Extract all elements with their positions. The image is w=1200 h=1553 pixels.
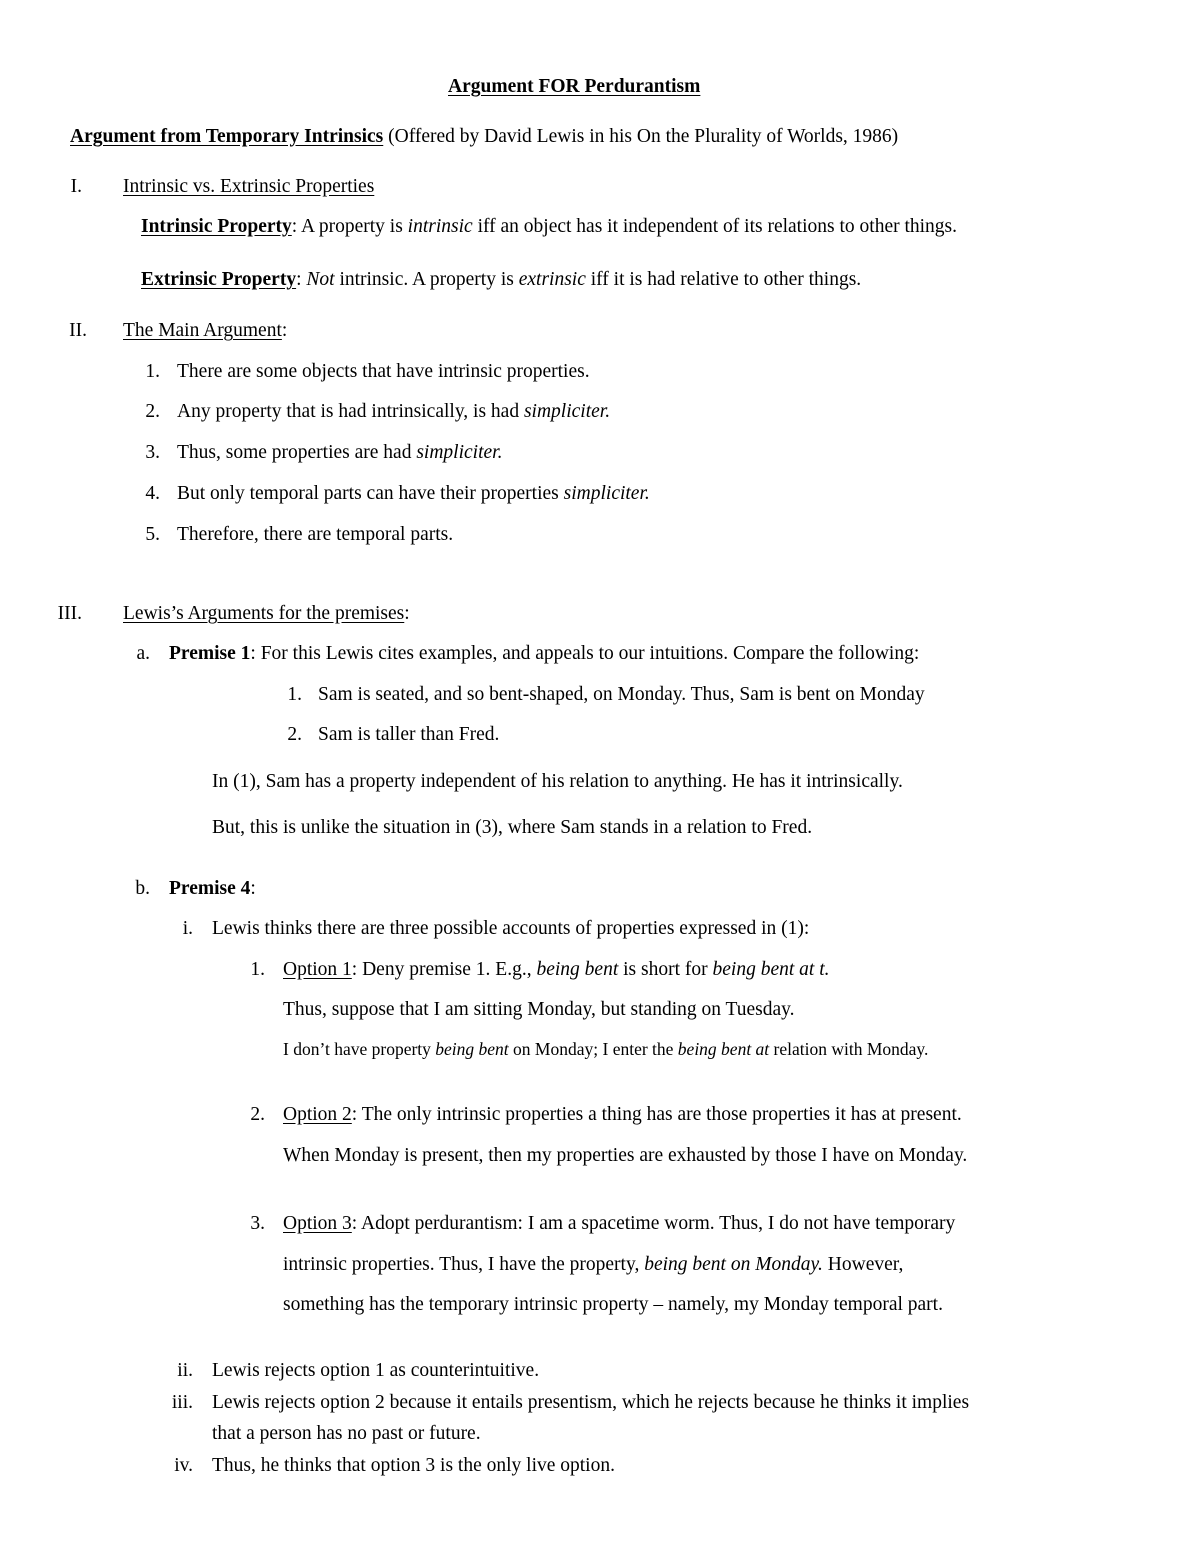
option3-label: Option 3 (283, 1213, 352, 1234)
premise4-letter: b. (135, 878, 150, 899)
subtitle-label: Argument from Temporary Intrinsics (70, 126, 384, 147)
arg-item-emphasis: simpliciter. (563, 483, 650, 504)
option3-l2-emphasis: being bent on Monday. (644, 1254, 823, 1275)
example-number: 2. (287, 724, 302, 745)
arg-item-text: But only temporal parts can have their properties (177, 483, 564, 504)
arg-item-number: 1. (145, 361, 160, 382)
roman-iv-number: iv. (174, 1455, 193, 1476)
premise1-paragraph-1: In (1), Sam has a property independent of his relation to anything. He has it intrinsically. (212, 771, 903, 792)
arg-item-text: There are some objects that have intrinsic properties. (177, 361, 590, 382)
section1-heading: Intrinsic vs. Extrinsic Properties (123, 176, 375, 197)
roman-iv-text: Thus, he thinks that option 3 is the only live option. (212, 1455, 615, 1476)
arg-item-emphasis: simpliciter. (523, 401, 611, 422)
intrinsic-text-2: iff an object has it independent of its relations to other things. (472, 216, 958, 237)
premise4-colon: : (250, 878, 256, 899)
extrinsic-definition (141, 270, 861, 290)
option1-l3-emphasis-2: being bent at (677, 1039, 770, 1059)
arg-item-number: 3. (145, 442, 160, 463)
page-title: Argument FOR Perdurantism (448, 76, 701, 97)
arg-item (177, 443, 502, 463)
option2-line1 (283, 1105, 962, 1125)
premise1-text: : For this Lewis cites examples, and appeals to our intuitions. Compare the following: (250, 643, 920, 664)
option1-label: Option 1 (283, 959, 352, 980)
roman-iii-text: Lewis rejects option 2 because it entails presentism, which he rejects because he thinks it implies (212, 1392, 970, 1413)
intrinsic-emphasis: intrinsic (407, 216, 473, 237)
section3-colon: : (404, 603, 410, 624)
intrinsic-label: Intrinsic Property (141, 216, 292, 237)
premise1-label: Premise 1 (169, 643, 251, 664)
option2-number: 2. (250, 1104, 265, 1125)
roman-ii-text: Lewis rejects option 1 as counterintuitive. (212, 1360, 540, 1381)
roman-iii-number: iii. (171, 1392, 193, 1413)
arg-item-number: 4. (145, 483, 160, 504)
section2-heading-text: The Main Argument (123, 320, 282, 341)
extrinsic-emphasis-1: Not (306, 269, 335, 290)
option1-l3-text: I don’t have property (283, 1039, 436, 1059)
arg-item-number: 2. (145, 401, 160, 422)
option1-line3 (283, 1041, 928, 1059)
arg-item (177, 402, 610, 422)
intrinsic-text: : A property is (291, 216, 408, 237)
arg-item-emphasis: simpliciter. (416, 442, 503, 463)
subtitle-note: (Offered by David Lewis in his On the Plurality of Worlds, 1986) (383, 126, 899, 147)
option1-l3-text-3: relation with Monday. (769, 1039, 929, 1059)
extrinsic-label: Extrinsic Property (141, 269, 297, 290)
option1-line2: Thus, suppose that I am sitting Monday, but standing on Tuesday. (283, 999, 795, 1020)
extrinsic-emphasis-2: extrinsic (518, 269, 586, 290)
arg-item-text: Therefore, there are temporal parts. (177, 524, 454, 545)
section3-heading-text: Lewis’s Arguments for the premises (123, 603, 405, 624)
option2-label: Option 2 (283, 1104, 352, 1125)
option3-number: 3. (250, 1213, 265, 1234)
extrinsic-text-3: iff it is had relative to other things. (585, 269, 862, 290)
arg-item (177, 362, 590, 382)
option1-text-2: is short for (618, 959, 713, 980)
arg-item-number: 5. (145, 524, 160, 545)
section2-heading (123, 321, 287, 341)
option3-l2-text: intrinsic properties. Thus, I have the property, (283, 1254, 645, 1275)
option3-line1 (283, 1214, 955, 1234)
option3-text: : Adopt perdurantism: I am a spacetime worm. Thus, I do not have temporary (351, 1213, 956, 1234)
intrinsic-definition (141, 217, 957, 237)
option2-line2: When Monday is present, then my properties are exhausted by those I have on Monday. (283, 1145, 968, 1166)
roman-i-text: Lewis thinks there are three possible accounts of properties expressed in (1): (212, 918, 810, 939)
option1-line1 (283, 960, 829, 980)
example-text: Sam is taller than Fred. (318, 724, 500, 745)
option1-emphasis-2: being bent at t. (712, 959, 830, 980)
arg-item-text: Any property that is had intrinsically, is had (177, 401, 524, 422)
arg-item (177, 525, 453, 545)
arg-item (177, 484, 650, 504)
option3-l2-text-2: However, (822, 1254, 904, 1275)
section3-heading (123, 604, 410, 624)
section2-numeral: II. (69, 320, 87, 341)
roman-ii-number: ii. (177, 1360, 193, 1381)
premise4-heading (169, 879, 256, 899)
option1-emphasis-1: being bent (536, 959, 619, 980)
option3-line3: something has the temporary intrinsic property – namely, my Monday temporal part. (283, 1294, 943, 1315)
roman-iii-text-2: that a person has no past or future. (212, 1423, 481, 1444)
arg-item-text: Thus, some properties are had (177, 442, 417, 463)
section2-colon: : (281, 320, 288, 341)
premise1-paragraph-2: But, this is unlike the situation in (3), where Sam stands in a relation to Fred. (212, 817, 813, 838)
option1-l3-text-2: on Monday; I enter the (508, 1039, 678, 1059)
roman-i-number: i. (182, 918, 193, 939)
section3-numeral: III. (57, 603, 82, 624)
premise4-label: Premise 4 (169, 878, 251, 899)
premise1-letter: a. (136, 643, 150, 664)
extrinsic-text: : (296, 269, 307, 290)
premise1-heading (169, 644, 919, 664)
section1-numeral: I. (70, 176, 82, 197)
example-number: 1. (287, 684, 302, 705)
extrinsic-text-2: intrinsic. A property is (334, 269, 519, 290)
option1-l3-emphasis-1: being bent (435, 1039, 509, 1059)
option3-line2 (283, 1255, 903, 1275)
option1-number: 1. (250, 959, 265, 980)
option2-text: : The only intrinsic properties a thing has are those properties it has at present. (351, 1104, 962, 1125)
example-text: Sam is seated, and so bent-shaped, on Monday. Thus, Sam is bent on Monday (318, 684, 925, 705)
option1-text: : Deny premise 1. E.g., (351, 959, 537, 980)
subtitle (70, 127, 898, 147)
